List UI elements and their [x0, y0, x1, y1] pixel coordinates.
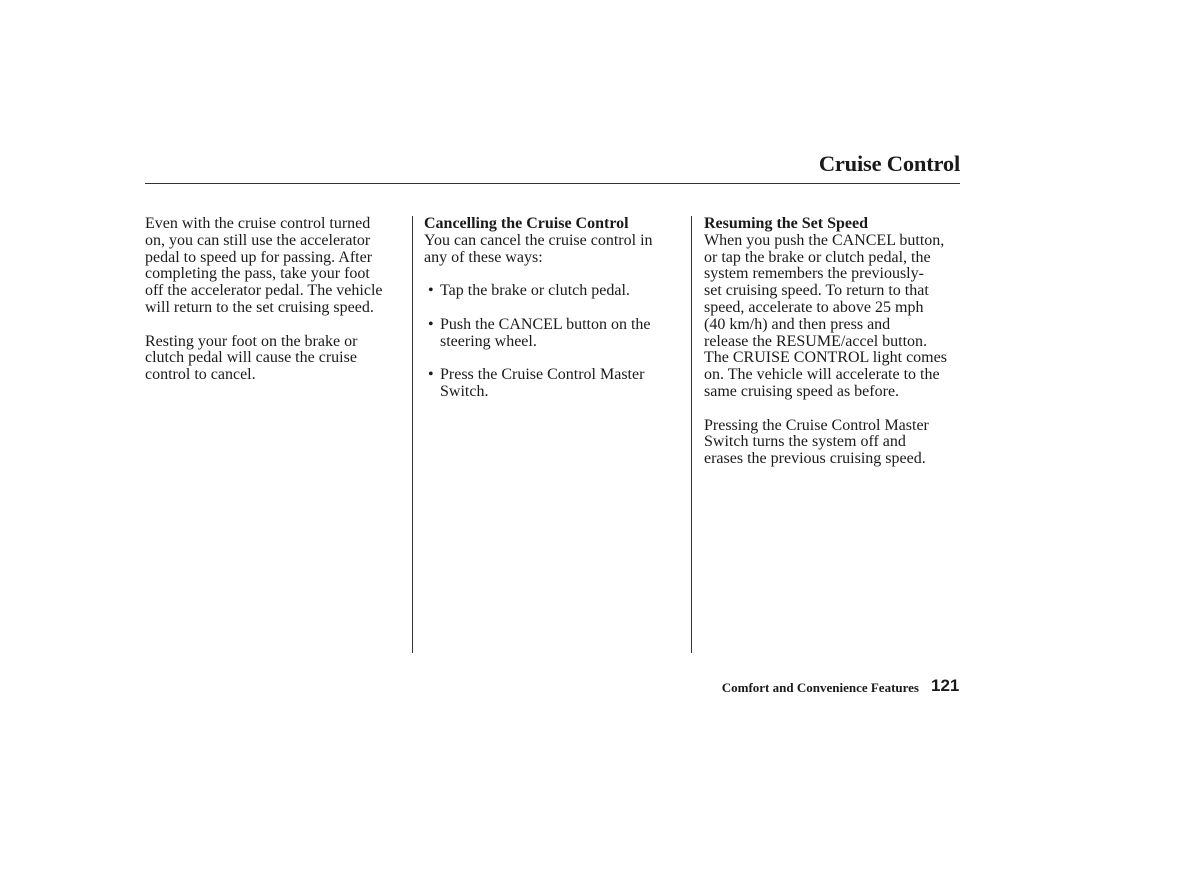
text-line: off the accelerator pedal. The vehicle: [145, 282, 383, 300]
text-line: set cruising speed. To return to that: [704, 282, 929, 300]
text-line: Pressing the Cruise Control Master: [704, 416, 929, 434]
text-line: Resting your foot on the brake or: [145, 332, 358, 350]
col1-paragraph-1: [145, 216, 407, 317]
page-title: Cruise Control: [818, 151, 960, 176]
bullet-text: [440, 317, 651, 351]
text-line: completing the pass, take your foot: [145, 265, 370, 283]
paragraph-gap: [424, 300, 688, 317]
column-divider-2: [691, 216, 692, 653]
text-line: any of these ways:: [424, 248, 543, 266]
title-rule: [145, 183, 960, 184]
text-line: Press the Cruise Control Master: [440, 366, 645, 384]
text-line: steering wheel.: [440, 332, 537, 350]
bullet-icon: •: [428, 366, 434, 384]
resuming-heading: Resuming the Set Speed: [704, 215, 869, 232]
bullet-item: [428, 283, 688, 300]
text-line: Tap the brake or clutch pedal.: [440, 282, 630, 300]
text-line: Switch turns the system off and: [704, 433, 906, 451]
text-line: speed, accelerate to above 25 mph: [704, 298, 924, 316]
bullet-icon: •: [428, 315, 434, 333]
paragraph-gap: [704, 401, 966, 418]
paragraph-gap: [424, 266, 688, 283]
text-line: The CRUISE CONTROL light comes: [704, 349, 947, 367]
column-1: [145, 216, 407, 384]
col3-paragraph-2: [704, 418, 966, 468]
text-line: When you push the CANCEL button,: [704, 231, 945, 249]
text-line: will return to the set cruising speed.: [145, 298, 374, 316]
cancelling-heading: Cancelling the Cruise Control: [424, 215, 629, 232]
bullet-text: [440, 283, 630, 300]
page-number: 121: [931, 676, 960, 695]
column-divider-1: [412, 216, 413, 653]
bullet-text: [440, 367, 644, 401]
text-line: release the RESUME/accel button.: [704, 332, 928, 350]
paragraph-gap: [145, 317, 407, 334]
bullet-item: [428, 317, 688, 351]
text-line: pedal to speed up for passing. After: [145, 248, 373, 266]
text-line: on, you can still use the accelerator: [145, 231, 371, 249]
text-line: on. The vehicle will accelerate to the: [704, 366, 940, 384]
text-line: Push the CANCEL button on the: [440, 315, 651, 333]
footer-section-title: Comfort and Convenience Features: [721, 680, 919, 695]
text-line: Even with the cruise control turned: [145, 215, 371, 232]
text-line: control to cancel.: [145, 366, 256, 384]
col3-paragraph-1: [704, 233, 966, 401]
column-3: [704, 216, 966, 468]
text-line: Switch.: [440, 382, 489, 400]
col2-intro: [424, 233, 688, 267]
text-line: (40 km/h) and then press and: [704, 315, 891, 333]
text-line: erases the previous cruising speed.: [704, 450, 926, 468]
column-2: [424, 216, 688, 401]
text-line: or tap the brake or clutch pedal, the: [704, 248, 931, 266]
bullet-item: [428, 367, 688, 401]
text-line: clutch pedal will cause the cruise: [145, 349, 357, 367]
text-line: same cruising speed as before.: [704, 382, 900, 400]
text-line: You can cancel the cruise control in: [424, 231, 653, 249]
bullet-icon: •: [428, 282, 434, 300]
col1-paragraph-2: [145, 334, 407, 384]
text-line: system remembers the previously-: [704, 265, 924, 283]
paragraph-gap: [424, 350, 688, 367]
